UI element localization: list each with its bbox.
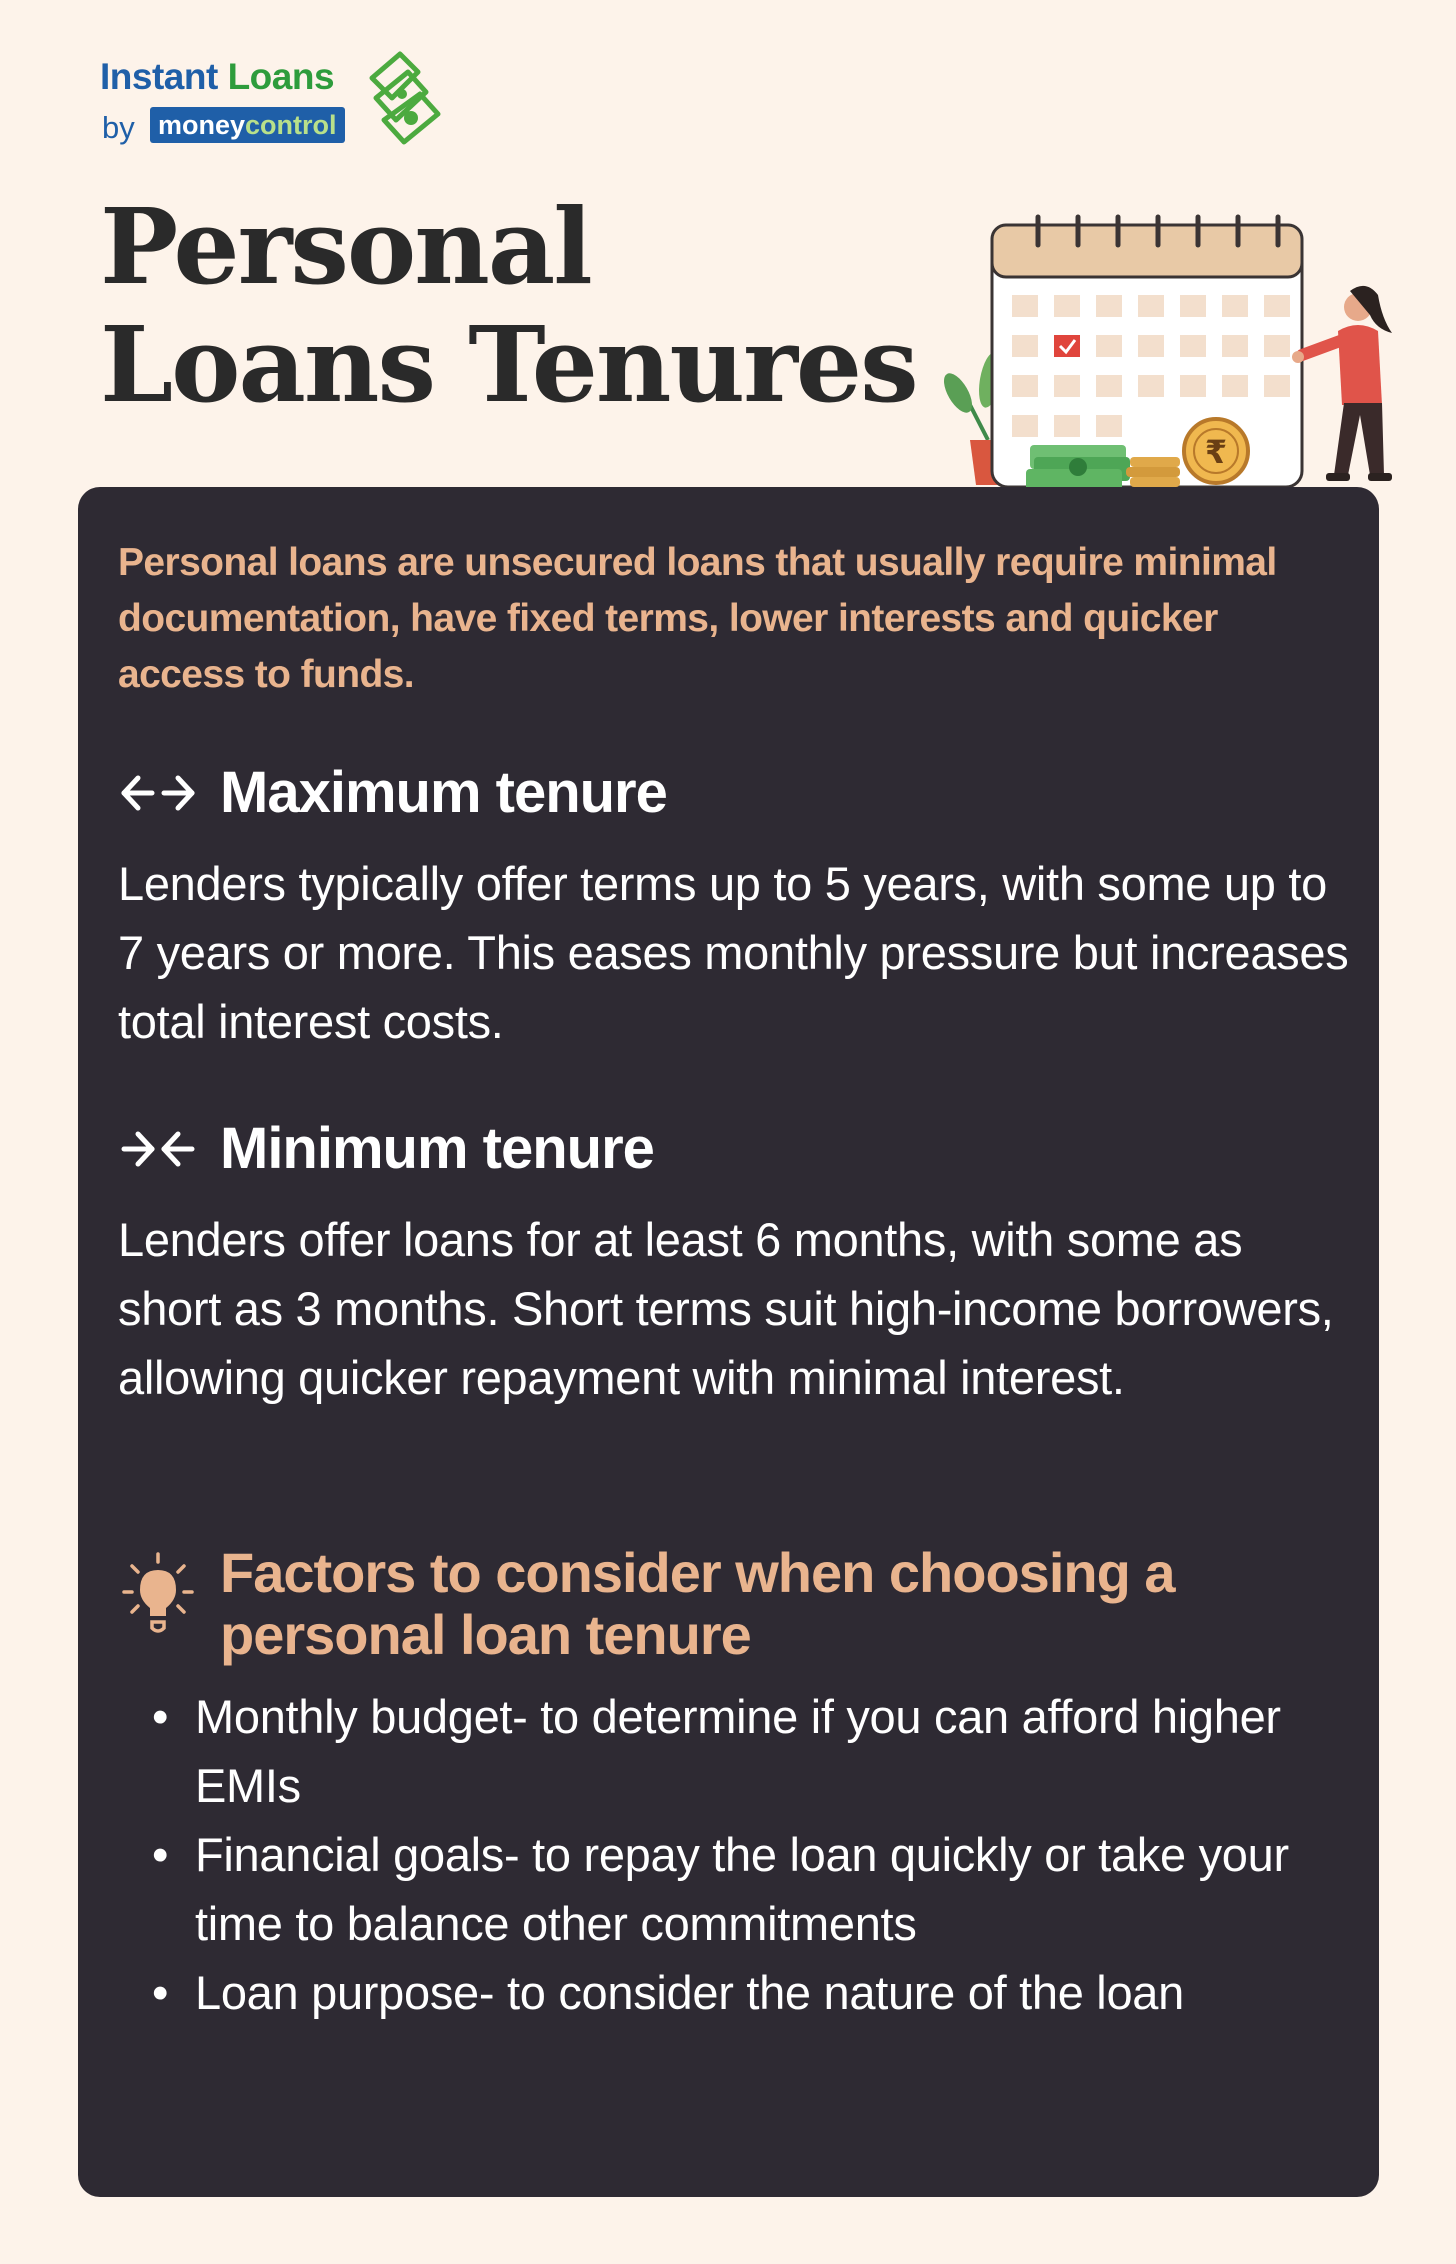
cash-stack-icon [1026, 445, 1130, 491]
factors-header [118, 1542, 1320, 1666]
list-item [118, 1820, 1358, 1958]
logo-partner-money: money [158, 110, 246, 140]
woman-figure [1292, 286, 1392, 481]
max-tenure-title: Maximum tenure [220, 760, 667, 825]
max-tenure-body: Lenders typically offer terms up to 5 years, with some up to 7 years or more. This eases monthly pressure but increases total interest costs. [118, 857, 1349, 1048]
logo-title [100, 56, 334, 98]
page-title-line-2: Loans Tenures [100, 303, 917, 426]
max-tenure-header [118, 759, 667, 826]
factors-list [118, 1682, 1358, 2027]
svg-text:₹: ₹ [1204, 433, 1228, 471]
rupee-coin-icon [1184, 419, 1248, 483]
factor-text: Financial goals- to repay the loan quickly or take your time to balance other commitments [195, 1828, 1289, 1950]
bullet: • [152, 1690, 169, 1743]
list-item [118, 1682, 1358, 1820]
factor-text: Monthly budget- to determine if you can afford higher EMIs [195, 1690, 1281, 1812]
collapse-arrows-icon [118, 1119, 198, 1179]
factor-text: Loan purpose- to consider the nature of the loan [195, 1966, 1184, 2019]
logo-partner-control: control [245, 110, 337, 140]
brand-logo [100, 52, 460, 152]
logo-word-instant: Instant [100, 56, 218, 97]
expand-arrows-icon [118, 763, 198, 823]
page-title [100, 185, 917, 426]
logo-by: by [102, 110, 135, 145]
bullet: • [152, 1828, 169, 1881]
coin-stack-icon [1126, 457, 1180, 487]
page-title-line-1: Personal [100, 185, 591, 308]
list-item [118, 1958, 1358, 2027]
calendar-illustration [930, 195, 1400, 500]
bullet: • [152, 1966, 169, 2019]
info-card [78, 487, 1379, 2197]
logo-word-loans: Loans [227, 56, 335, 97]
logo-partner [150, 107, 345, 143]
min-tenure-title: Minimum tenure [220, 1116, 654, 1181]
factors-title: Factors to consider when choosing a personal loan tenure [220, 1541, 1175, 1666]
intro-text: Personal loans are unsecured loans that usually require minimal documentation, have fixed terms, lower interests and quicker access to funds. [118, 541, 1277, 696]
min-tenure-header [118, 1115, 654, 1182]
min-tenure-body: Lenders offer loans for at least 6 months, with some as short as 3 months. Short terms suit high-income borrowers, allowing quicker repayment with minimal interest. [118, 1213, 1334, 1404]
money-bundle-icon [362, 48, 446, 153]
lightbulb-icon [118, 1548, 198, 1638]
